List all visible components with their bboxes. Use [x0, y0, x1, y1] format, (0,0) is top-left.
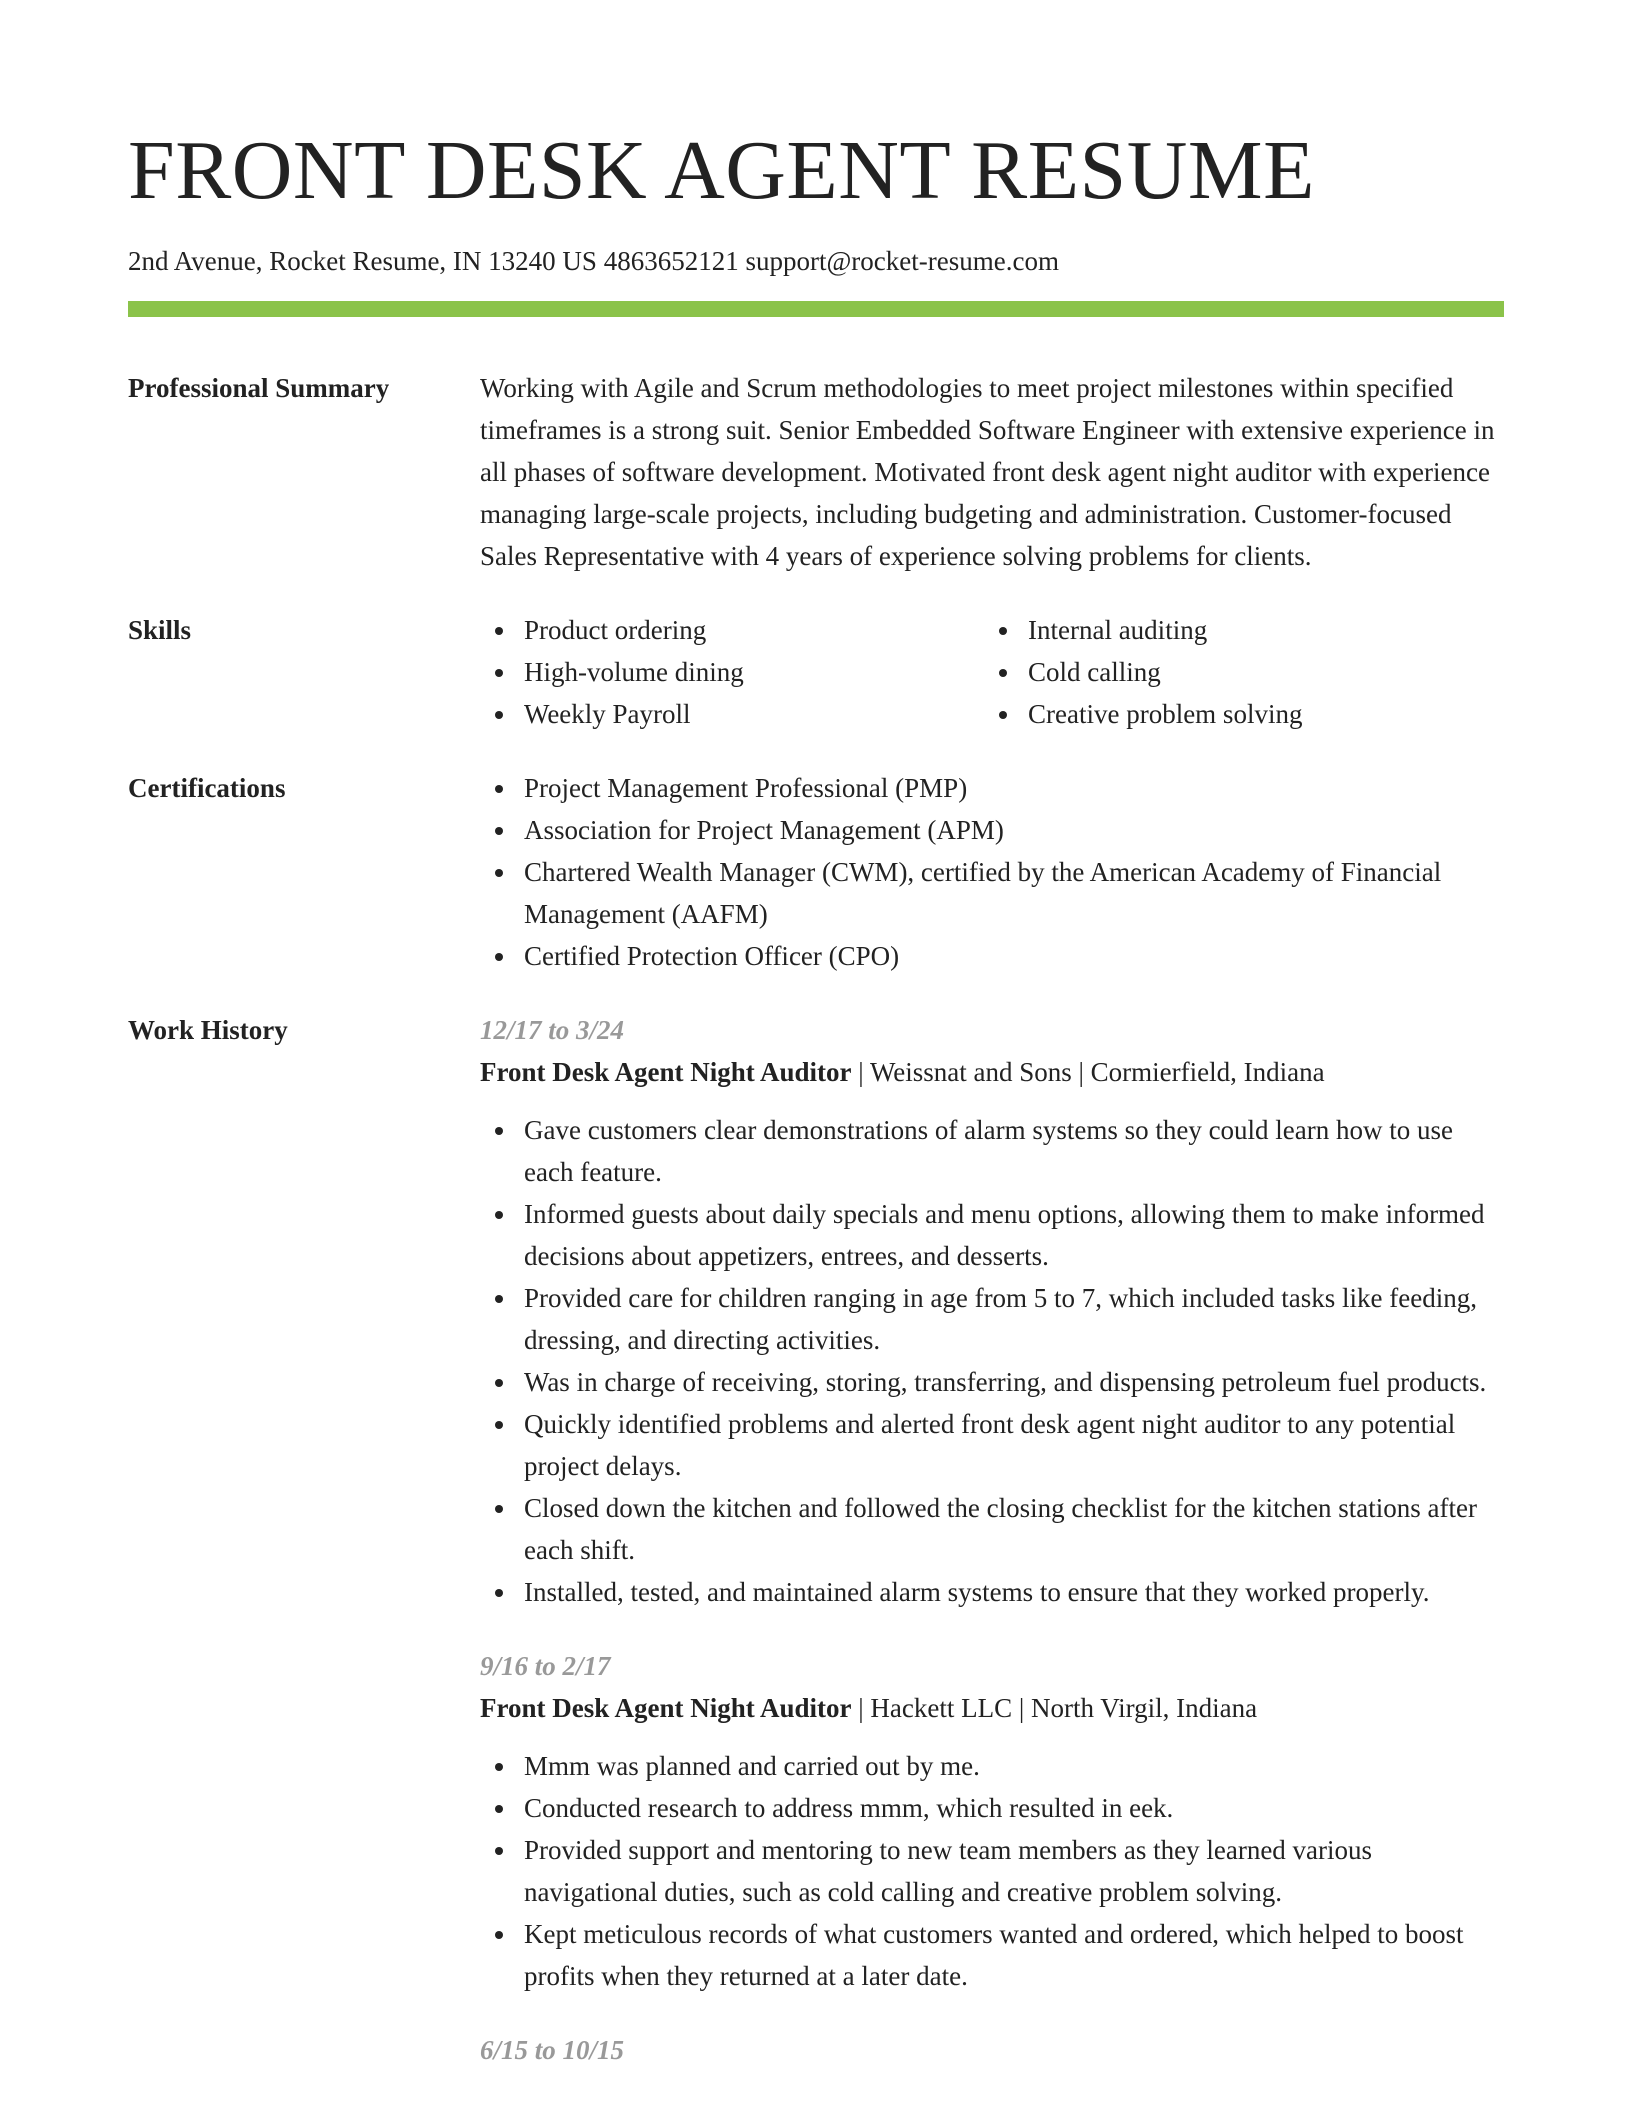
certification-item: Certified Protection Officer (CPO)	[480, 935, 1504, 977]
certification-item: Project Management Professional (PMP)	[480, 767, 1504, 809]
skill-item: High-volume dining	[480, 651, 984, 693]
skill-item: Internal auditing	[984, 609, 1504, 651]
job-bullet: Provided care for children ranging in age from 5 to 7, which included tasks like feeding, dressing, and directing activities.	[480, 1277, 1504, 1361]
resume-page	[128, 0, 1504, 2071]
job-bullet: Gave customers clear demonstrations of alarm systems so they could learn how to use each feature.	[480, 1109, 1504, 1193]
job-bullet: Mmm was planned and carried out by me.	[480, 1745, 1504, 1787]
section-label-skills: Skills	[128, 615, 192, 645]
job-bullet: Was in charge of receiving, storing, transferring, and dispensing petroleum fuel products.	[480, 1361, 1504, 1403]
section-label-work-history: Work History	[128, 1015, 288, 1045]
skills-list-right	[984, 609, 1504, 735]
job-details: | Hackett LLC | North Virgil, Indiana	[851, 1693, 1258, 1723]
certifications-list	[480, 767, 1504, 977]
job-bullet: Conducted research to address mmm, which resulted in eek.	[480, 1787, 1504, 1829]
certification-item: Association for Project Management (APM)	[480, 809, 1504, 851]
job-title: Front Desk Agent Night Auditor	[480, 1057, 852, 1087]
job-dates: 9/16 to 2/17	[480, 1651, 611, 1681]
skills-list-left	[480, 609, 984, 735]
job-bullet: Informed guests about daily specials and menu options, allowing them to make informed decisions about appetizers, entrees, and desserts.	[480, 1193, 1504, 1277]
resume-title: FRONT DESK AGENT RESUME	[128, 124, 1315, 217]
certification-item: Chartered Wealth Manager (CWM), certified by the American Academy of Financial Management (AAFM)	[480, 851, 1504, 935]
job-entry	[480, 2029, 1504, 2071]
section-label-summary: Professional Summary	[128, 373, 390, 403]
job-details: | Weissnat and Sons | Cormierfield, Indiana	[851, 1057, 1325, 1087]
job-title: Front Desk Agent Night Auditor	[480, 1693, 852, 1723]
job-bullet: Provided support and mentoring to new team members as they learned various navigational duties, such as cold calling and creative problem solving.	[480, 1829, 1504, 1913]
section-label-certifications: Certifications	[128, 773, 286, 803]
skill-item: Creative problem solving	[984, 693, 1504, 735]
job-bullets	[480, 1109, 1504, 1613]
job-dates: 12/17 to 3/24	[480, 1015, 625, 1045]
skills-section	[128, 609, 1504, 735]
work-history-section	[128, 1009, 1504, 2071]
job-entry	[480, 1009, 1504, 1613]
job-entry	[480, 1645, 1504, 1997]
skill-item: Product ordering	[480, 609, 984, 651]
job-bullet: Quickly identified problems and alerted front desk agent night auditor to any potential project delays.	[480, 1403, 1504, 1487]
job-bullets	[480, 1745, 1504, 1997]
summary-text: Working with Agile and Scrum methodologies to meet project milestones within specified timeframes is a strong suit. Senior Embedded Software Engineer with extensive experience in all phases of software development. Motivated front desk agent night auditor with experience managing large-scale projects, including budgeting and administration. Customer-focused Sales Representative with 4 years of experience solving problems for clients.	[480, 373, 1495, 571]
job-bullet: Closed down the kitchen and followed the closing checklist for the kitchen stations after each shift.	[480, 1487, 1504, 1571]
header-divider	[128, 301, 1504, 317]
skill-item: Cold calling	[984, 651, 1504, 693]
job-bullet: Installed, tested, and maintained alarm systems to ensure that they worked properly.	[480, 1571, 1504, 1613]
job-heading	[480, 1687, 1504, 1729]
job-bullet: Kept meticulous records of what customers wanted and ordered, which helped to boost profits when they returned at a later date.	[480, 1913, 1504, 1997]
job-dates: 6/15 to 10/15	[480, 2035, 625, 2065]
summary-section	[128, 367, 1504, 577]
skill-item: Weekly Payroll	[480, 693, 984, 735]
contact-line: 2nd Avenue, Rocket Resume, IN 13240 US 4863652121 support@rocket-resume.com	[128, 246, 1059, 276]
job-heading	[480, 1051, 1504, 1093]
certifications-section	[128, 767, 1504, 977]
